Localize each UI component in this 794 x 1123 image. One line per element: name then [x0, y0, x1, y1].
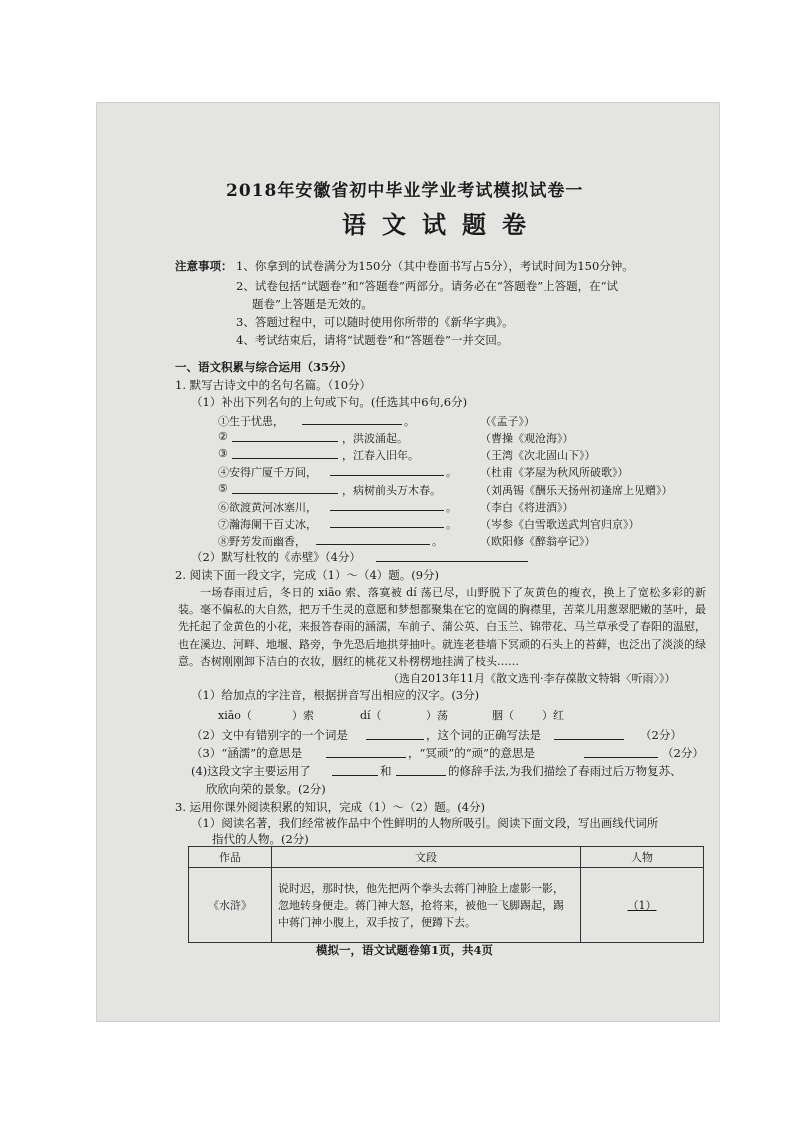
- works-table: [188, 846, 704, 943]
- notice-item: 4、考试结束后，请将“试题卷”和“答题卷”一并交回。: [236, 333, 509, 347]
- answer-blank[interactable]: [330, 464, 444, 476]
- question-1-sub2: （2）默写杜牧的《赤壁》（4分）: [191, 550, 361, 564]
- question-3-sub1: （1）阅读名著，我们经常被作品中个性鲜明的人物所吸引。阅读下面文段，写出画线代词所: [191, 816, 659, 830]
- table-row: [189, 868, 704, 943]
- notice-item: 2、试卷包括“试题卷”和“答题卷”两部分。请务必在“答题卷”上答题，在“试: [236, 279, 618, 293]
- pinyin-item: xiāo（: [218, 709, 252, 722]
- page-footer: 模拟一，语文试题卷第1页，共4页: [316, 943, 494, 957]
- answer-blank[interactable]: [396, 764, 446, 776]
- table-header: 文段: [272, 847, 581, 868]
- poem-pre: ②: [218, 430, 228, 443]
- poem-source: （岑参《白雪歌送武判官归京》）: [480, 518, 640, 531]
- pinyin-item: ）索: [292, 709, 314, 722]
- poem-source: （欧阳修《醉翁亭记》）: [480, 535, 596, 548]
- answer-blank[interactable]: [554, 728, 624, 740]
- answer-blank[interactable]: [330, 499, 444, 511]
- answer-blank[interactable]: [376, 550, 528, 562]
- poem-pre: ⑧野芳发而幽香，: [218, 535, 306, 548]
- pinyin-item: ）红: [542, 709, 564, 722]
- sub3-text: （3）“涵濡”的意思是: [191, 746, 303, 760]
- poem-source: （王湾《次北固山下》）: [480, 449, 596, 462]
- answer-blank[interactable]: [232, 482, 338, 494]
- poem-pre: ④安得广厦千万间，: [218, 466, 317, 479]
- poem-source: （《孟子》）: [480, 415, 535, 428]
- answer-blank[interactable]: [326, 746, 406, 758]
- poem-pre: ⑤: [218, 482, 228, 495]
- sub2-text: ，这个词的正确写法是: [426, 728, 541, 742]
- answer-blank[interactable]: [584, 746, 658, 758]
- poem-post: ，江春入旧年。: [342, 449, 419, 462]
- answer-blank[interactable]: [302, 413, 402, 425]
- sub4-text: 欣欣向荣的景象。(2分): [206, 782, 326, 796]
- poem-post: 。: [446, 466, 457, 479]
- pinyin-item: dí（: [360, 709, 382, 722]
- poem-source: （李白《将进酒》）: [480, 501, 574, 514]
- question-3-sub1: 指代的人物。(2分): [212, 832, 309, 846]
- answer-blank[interactable]: [316, 533, 430, 545]
- sub2-text: （2分）: [640, 728, 682, 742]
- sub4-text: (4)这段文字主要运用了: [191, 764, 311, 778]
- poem-pre: ①生于忧患，: [218, 415, 284, 428]
- answer-cell[interactable]: （1）: [581, 868, 704, 943]
- notice-item: 1、你拿到的试卷满分为150分（其中卷面书写占5分），考试时间为150分钟。: [236, 259, 634, 273]
- question-2-sub1: （1）给加点的字注音，根据拼音写出相应的汉字。(3分): [191, 688, 480, 702]
- poem-source: （刘禹锡《酬乐天扬州初逢席上见赠》）: [480, 484, 673, 497]
- poem-pre: ⑥欲渡黄河冰塞川，: [218, 501, 317, 514]
- sub4-text: 的修辞手法,为我们描绘了春雨过后万物复苏、: [448, 764, 682, 778]
- poem-post: ，洪波涌起。: [342, 432, 408, 445]
- sub3-text: （2分）: [662, 746, 704, 760]
- notice-label: 注意事项：: [175, 259, 233, 273]
- sub3-text: ，“冥顽”的“顽”的意思是: [408, 746, 536, 760]
- exam-page: [96, 102, 720, 1022]
- question-3-stem: 3. 运用你课外阅读积累的知识，完成（1）～（2）题。(4分): [175, 800, 486, 814]
- poem-post: 。: [432, 535, 443, 548]
- question-1-sub1: （1）补出下列名句的上句或下句。(任选其中6句,6分): [191, 395, 468, 409]
- segment-cell: 说时迟，那时快，他先把两个拳头去蒋门神脸上虚影一影，忽地转身便走。蒋门神大怒，抢将来，被他一飞脚踢起，踢中蒋门神小腹上，双手按了，便蹲下去。: [272, 868, 581, 943]
- poem-pre: ③: [218, 447, 228, 460]
- answer-blank[interactable]: [332, 764, 378, 776]
- table-header-row: [189, 847, 704, 868]
- section-heading: 一、语文积累与综合运用（35分）: [175, 360, 353, 374]
- poem-pre: ⑦瀚海阑干百丈冰，: [218, 518, 317, 531]
- poem-post: 。: [446, 501, 457, 514]
- pinyin-item: 胭（: [492, 709, 514, 722]
- notice-item: 题卷”上答题是无效的。: [252, 297, 373, 311]
- poem-post: 。: [446, 518, 457, 531]
- answer-blank[interactable]: [366, 728, 424, 740]
- exam-title: 2018年安徽省初中毕业学业考试模拟试卷一: [226, 181, 584, 201]
- sub2-text: （2）文中有错别字的一个词是: [191, 728, 348, 742]
- table-header: 作品: [189, 847, 272, 868]
- answer-blank[interactable]: [232, 430, 338, 442]
- poem-source: （曹操《观沧海》）: [480, 432, 574, 445]
- notice-item: 3、答题过程中，可以随时使用你所带的《新华字典》。: [236, 315, 514, 329]
- question-2-stem: 2. 阅读下面一段文字，完成（1）～（4）题。(9分): [175, 568, 440, 582]
- passage-source: （选自2013年11月《散文选刊·李存葆散文特辑〈听雨〉》）: [388, 672, 676, 685]
- question-1-stem: 1. 默写古诗文中的名句名篇。（10分）: [175, 378, 372, 392]
- work-cell: 《水浒》: [189, 868, 272, 943]
- exam-subtitle: 语文试题卷: [342, 210, 542, 239]
- poem-post: 。: [404, 415, 415, 428]
- answer-blank[interactable]: [232, 447, 338, 459]
- reading-passage: 一场春雨过后，冬日的 xiāo 索、落寞被 dí 荡已尽，山野脱下了灰黄色的瘦衣，换上了宽松多彩的新装。毫不偏私的大自然，把万千生灵的意愿和梦想都聚集在它的宽阔的胸襟里，苦菜儿用葱翠肥嫩的茎叶，最先托起了金黄色的小花，来报答春雨的涵濡，车前子、蒲公英、白玉兰、锦带花、马兰草承受了春阳的温慰，也在溪边、河畔、地堰、路旁，争先恐后地拱芽抽叶。就连老巷墙下冥顽的石头上的苔藓，也泛出了淡淡的绿意。杏树刚刚卸下洁白的衣妆，胭红的桃花又朴楞楞地挂满了枝头……: [178, 586, 706, 668]
- table-header: 人物: [581, 847, 704, 868]
- poem-source: （杜甫《茅屋为秋风所破歌》）: [480, 466, 629, 479]
- answer-blank[interactable]: [330, 516, 444, 528]
- poem-post: ，病树前头万木春。: [342, 484, 441, 497]
- pinyin-item: ）荡: [426, 709, 448, 722]
- sub4-text: 和: [380, 764, 392, 778]
